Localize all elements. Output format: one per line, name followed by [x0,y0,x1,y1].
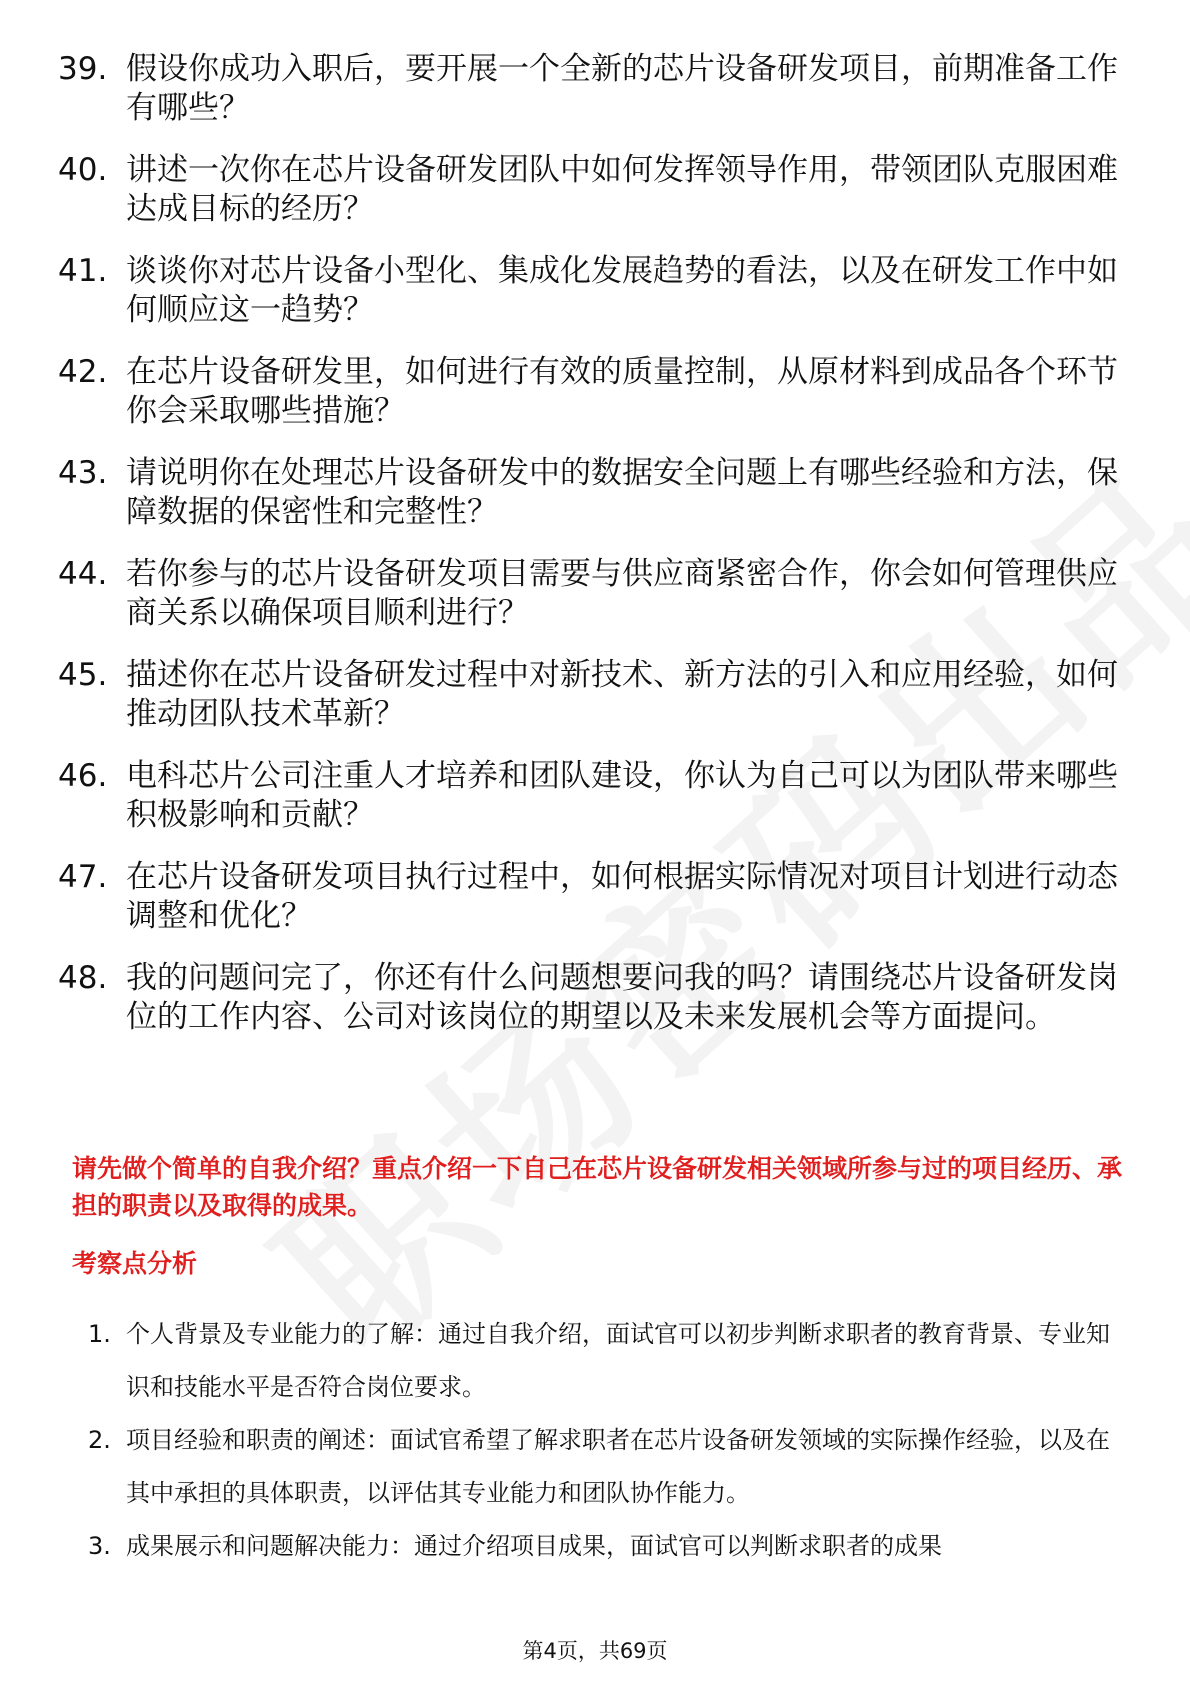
question-text: 电科芯片公司注重人才培养和团队建设，你认为自己可以为团队带来哪些积极影响和贡献？ [126,758,1118,833]
question-text: 请说明你在处理芯片设备研发中的数据安全问题上有哪些经验和方法，保障数据的保密性和完整性？ [126,455,1118,530]
question-list [58,50,1118,1060]
question-text: 谈谈你对芯片设备小型化、集成化发展趋势的看法，以及在研发工作中如何顺应这一趋势？ [126,253,1118,328]
question-item [58,959,1118,1037]
analysis-item [88,1520,1128,1573]
analysis-number: 3. [88,1532,111,1560]
question-item [58,656,1118,734]
question-number: 45. [58,657,108,693]
question-number: 47. [58,859,108,895]
question-number: 41. [58,253,108,289]
question-item [58,555,1118,633]
question-text: 讲述一次你在芯片设备研发团队中如何发挥领导作用，带领团队克服困难达成目标的经历？ [126,152,1118,227]
question-item [58,454,1118,532]
highlight-question: 请先做个简单的自我介绍？重点介绍一下自己在芯片设备研发相关领域所参与过的项目经历、承担的职责以及取得的成果。 [72,1154,1123,1220]
question-number: 42. [58,354,108,390]
section-title: 考察点分析 [72,1249,198,1278]
question-item [58,50,1118,128]
analysis-number: 2. [88,1426,111,1454]
question-item [58,353,1118,431]
question-text: 若你参与的芯片设备研发项目需要与供应商紧密合作，你会如何管理供应商关系以确保项目顺利进行？ [126,556,1118,631]
question-number: 44. [58,556,108,592]
question-text: 在芯片设备研发项目执行过程中，如何根据实际情况对项目计划进行动态调整和优化？ [126,859,1118,934]
question-number: 46. [58,758,108,794]
analysis-item [88,1414,1128,1520]
question-item [58,858,1118,936]
question-text: 假设你成功入职后，要开展一个全新的芯片设备研发项目，前期准备工作有哪些？ [126,51,1118,126]
question-item [58,151,1118,229]
question-item [58,252,1118,330]
question-text: 在芯片设备研发里，如何进行有效的质量控制，从原材料到成品各个环节你会采取哪些措施？ [126,354,1118,429]
question-item [58,757,1118,835]
question-text: 我的问题问完了，你还有什么问题想要问我的吗？请围绕芯片设备研发岗位的工作内容、公司对该岗位的期望以及未来发展机会等方面提问。 [126,960,1118,1035]
page-footer: 第4页，共69页 [522,1639,668,1663]
analysis-text: 项目经验和职责的阐述：面试官希望了解求职者在芯片设备研发领域的实际操作经验，以及在其中承担的具体职责，以评估其专业能力和团队协作能力。 [126,1426,1110,1507]
analysis-text: 个人背景及专业能力的了解：通过自我介绍，面试官可以初步判断求职者的教育背景、专业知识和技能水平是否符合岗位要求。 [126,1320,1110,1401]
analysis-list [88,1308,1128,1573]
question-text: 描述你在芯片设备研发过程中对新技术、新方法的引入和应用经验，如何推动团队技术革新？ [126,657,1118,732]
question-number: 48. [58,960,108,996]
analysis-text: 成果展示和问题解决能力：通过介绍项目成果，面试官可以判断求职者的成果 [126,1532,942,1560]
analysis-number: 1. [88,1320,111,1348]
question-number: 39. [58,51,108,87]
analysis-item [88,1308,1128,1414]
question-number: 43. [58,455,108,491]
question-number: 40. [58,152,108,188]
